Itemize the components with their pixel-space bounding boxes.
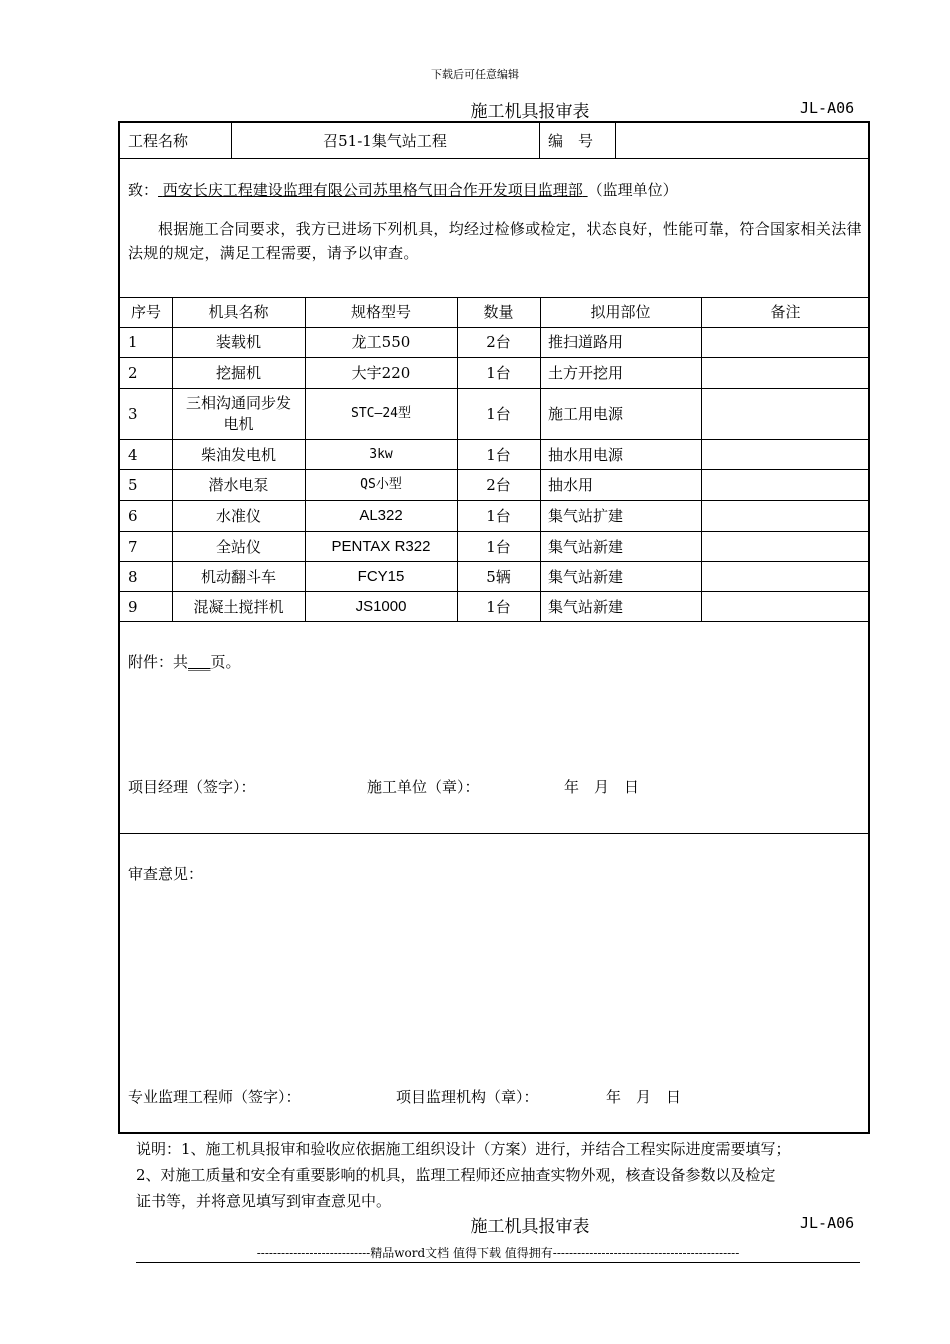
project-name-label: 工程名称 (128, 132, 189, 150)
table-row-name: 混凝土搅拌机 (193, 598, 284, 616)
table-row-name: 挖掘机 (215, 364, 261, 382)
note-line: 2、对施工质量和安全有重要影响的机具，监理工程师还应抽查实物外观，核查设备参数以及检定 (136, 1166, 776, 1184)
footer-title: 施工机具报审表 (470, 1217, 590, 1237)
table-row-no: 9 (128, 598, 138, 616)
project-number-label: 编 号 (548, 132, 594, 150)
row-divider (120, 439, 868, 440)
address-body: 根据施工合同要求，我方已进场下列机具，均经过检修或检定，状态良好，性能可靠，符合国家相关法律法规的规定，满足工程需要，请予以审查。 (128, 220, 862, 262)
review-label: 审查意见： (128, 865, 204, 883)
th-no: 序号 (130, 303, 161, 321)
th-remark: 备注 (770, 303, 801, 321)
table-row-qty: 1台 (486, 598, 511, 616)
col-divider (701, 297, 702, 621)
table-row-model: 大宇220 (351, 364, 411, 382)
col-divider (615, 123, 616, 158)
table-row-model: JS1000 (355, 598, 407, 615)
contractor-date: 年 月 日 (564, 778, 640, 796)
note-line: 证书等，并将意见填写到审查意见中。 (136, 1192, 392, 1210)
table-row-no: 1 (128, 333, 138, 351)
table-row-model: AL322 (359, 507, 403, 524)
table-row-qty: 1台 (486, 446, 511, 464)
form-table (118, 121, 870, 1134)
contractor-unit-seal: 施工单位（章）： (367, 778, 480, 796)
row-divider (120, 388, 868, 389)
table-row-no: 8 (128, 568, 138, 586)
th-qty: 数量 (483, 303, 514, 321)
row-divider (120, 591, 868, 592)
table-row-name: 水准仪 (215, 507, 261, 525)
table-row-model: 3kw (369, 447, 393, 462)
attachment-line: 附件：共___页。 (128, 653, 241, 671)
top-note: 下载后可任意编辑 (431, 68, 519, 81)
table-row-qty: 5辆 (486, 568, 511, 586)
table-row-name: 装载机 (215, 333, 261, 351)
review-date: 年 月 日 (606, 1088, 682, 1106)
table-row-qty: 1台 (486, 507, 511, 525)
form-code: JL-A06 (800, 99, 855, 117)
row-divider (120, 531, 868, 532)
address-line (128, 180, 678, 200)
recipient-role: （监理单位） (587, 181, 678, 199)
table-row-qty: 2台 (486, 333, 511, 351)
table-row-model: STC—24型 (351, 406, 411, 421)
row-divider (120, 621, 868, 622)
table-row-qty: 1台 (486, 405, 511, 423)
footer-text: ----------------------------精品word文档 值得下载 值得拥有---------------------------------------------- (256, 1246, 740, 1260)
table-row-use: 推扫道路用 (548, 333, 624, 351)
row-divider (120, 833, 868, 834)
notes (136, 1136, 876, 1214)
table-row-qty: 2台 (486, 476, 511, 494)
supervision-agency-seal: 项目监理机构（章）： (396, 1088, 539, 1106)
table-row-qty: 1台 (486, 364, 511, 382)
footer-rule (136, 1262, 860, 1263)
table-row-name: 机动翻斗车 (200, 568, 276, 586)
table-row-model: FCY15 (357, 568, 405, 585)
to-label: 致： (128, 181, 159, 199)
table-row-name: 潜水电泵 (208, 476, 269, 494)
project-name-value: 召51-1集气站工程 (323, 132, 447, 150)
table-row-use: 集气站新建 (548, 538, 624, 556)
th-name: 机具名称 (208, 303, 269, 321)
row-divider (120, 357, 868, 358)
table-row-model: QS小型 (360, 477, 402, 492)
table-row-no: 3 (128, 405, 138, 423)
recipient: 西安长庆工程建设监理有限公司苏里格气田合作开发项目监理部 (162, 181, 583, 199)
project-manager-sign: 项目经理（签字）： (128, 778, 256, 796)
note-line: 说明：1、施工机具报审和验收应依据施工组织设计（方案）进行，并结合工程实际进度需要填写； (136, 1140, 791, 1158)
table-row-name: 全站仪 (215, 538, 261, 556)
row-divider (120, 297, 868, 298)
row-divider (120, 561, 868, 562)
table-row-no: 2 (128, 364, 138, 382)
table-row-qty: 1台 (486, 538, 511, 556)
table-row-name: 三相沟通同步发电机 (185, 394, 291, 433)
table-row-model: PENTAX R322 (331, 538, 431, 555)
table-row-use: 抽水用 (548, 476, 594, 494)
table-row-no: 6 (128, 507, 138, 525)
table-row-use: 集气站新建 (548, 598, 624, 616)
col-divider (539, 123, 540, 158)
row-divider (120, 500, 868, 501)
table-row-use: 集气站扩建 (548, 507, 624, 525)
table-row-no: 7 (128, 538, 138, 556)
row-divider (120, 469, 868, 470)
row-divider (120, 327, 868, 328)
table-row-name: 柴油发电机 (200, 446, 276, 464)
footer-code: JL-A06 (800, 1214, 855, 1232)
col-divider (540, 297, 541, 621)
supervising-engineer-sign: 专业监理工程师（签字）： (128, 1088, 301, 1106)
table-row-no: 4 (128, 446, 138, 464)
table-row-model: 龙工550 (351, 333, 411, 351)
table-row-use: 施工用电源 (548, 405, 624, 423)
th-use: 拟用部位 (590, 303, 651, 321)
th-model: 规格型号 (350, 303, 411, 321)
table-row-use: 集气站新建 (548, 568, 624, 586)
table-row-use: 土方开挖用 (548, 364, 624, 382)
form-title: 施工机具报审表 (470, 102, 590, 122)
table-row-no: 5 (128, 476, 138, 494)
table-row-use: 抽水用电源 (548, 446, 624, 464)
row-divider (120, 158, 868, 159)
